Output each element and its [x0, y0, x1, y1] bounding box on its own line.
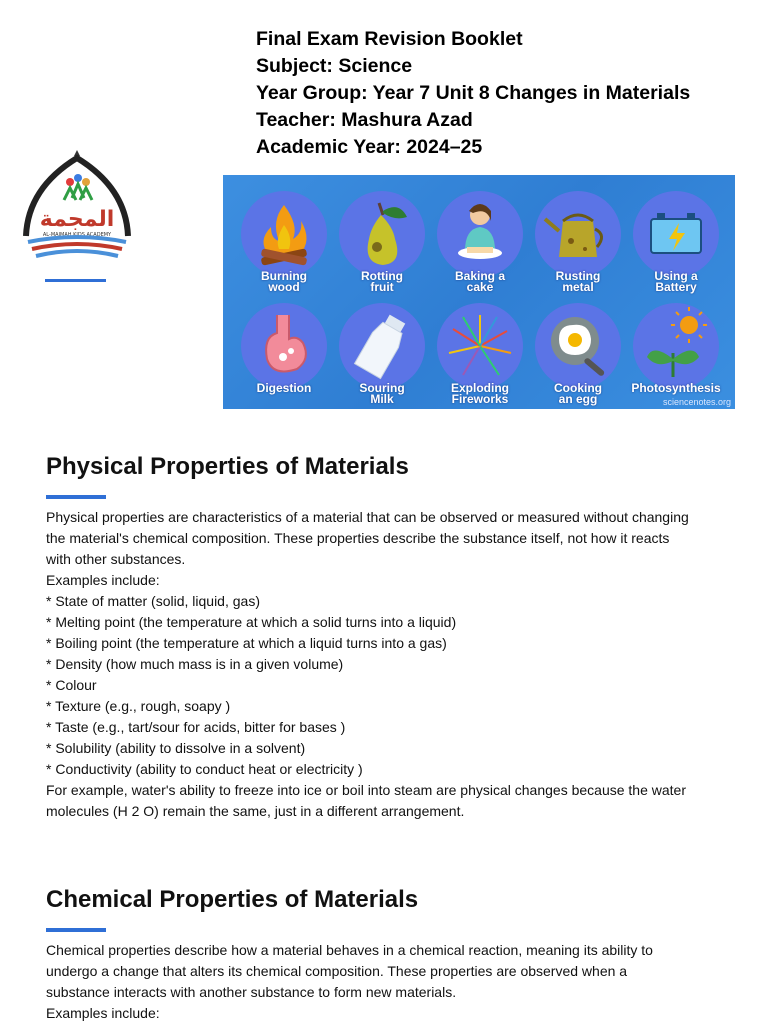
list-item: * Melting point (the temperature at which a solid turns into a liquid) — [46, 614, 457, 630]
text-line: with other substances. — [46, 551, 186, 567]
list-item: * Solubility (ability to dissolve in a solvent) — [46, 740, 306, 756]
chemical-heading-underline — [46, 928, 106, 932]
physical-properties-heading: Physical Properties of Materials — [46, 453, 409, 480]
kettle-icon — [535, 191, 621, 277]
list-item: * Texture (e.g., rough, soapy ) — [46, 698, 231, 714]
list-item: * Taste (e.g., tart/sour for acids, bitter for bases ) — [46, 719, 346, 735]
tile-label: Souring Milk — [359, 381, 405, 406]
tile-label: Baking a cake — [454, 269, 505, 294]
text-line: Physical properties are characteristics of a material that can be observed or measured without changing — [46, 509, 689, 525]
text-line: Chemical properties describe how a material behaves in a chemical reaction, meaning its ability to — [46, 942, 653, 958]
list-item: * Density (how much mass is in a given volume) — [46, 656, 344, 672]
chemical-changes-banner — [223, 175, 735, 409]
image-watermark: sciencenotes.org — [662, 397, 731, 407]
tile-label: Rotting fruit — [361, 269, 403, 294]
text-line: Examples include: — [46, 1005, 160, 1021]
tile-cooking-egg — [529, 293, 625, 409]
fire-icon — [241, 191, 327, 277]
text-line: molecules (H 2 O) remain the same, just in a different arrangement. — [46, 803, 465, 819]
plant-sun-icon — [633, 303, 719, 389]
frying-pan-icon — [535, 303, 621, 389]
text-line: undergo a change that alters its chemical composition. These properties are observed when a — [46, 963, 628, 979]
text-line: For example, water's ability to freeze into ice or boil into steam are physical changes because the water — [46, 782, 686, 798]
milk-bottle-icon — [339, 303, 425, 389]
stomach-icon — [241, 303, 327, 389]
tile-using-battery — [627, 181, 723, 297]
tile-label: Exploding Fireworks — [451, 381, 509, 406]
pear-icon — [339, 191, 425, 277]
subject-line: Subject: Science — [256, 55, 413, 77]
list-item: * Conductivity (ability to conduct heat or electricity ) — [46, 761, 363, 777]
tile-label: Cooking an egg — [554, 381, 602, 406]
booklet-title: Final Exam Revision Booklet — [256, 28, 523, 50]
chemical-properties-body — [46, 940, 736, 1024]
tile-label: Photosynthesis — [631, 381, 721, 395]
tile-exploding-fireworks — [431, 293, 527, 409]
logo-underline — [45, 279, 106, 282]
academic-year-line: Academic Year: 2024–25 — [256, 136, 483, 158]
list-item: * State of matter (solid, liquid, gas) — [46, 593, 260, 609]
school-logo — [18, 148, 136, 270]
year-group-line: Year Group: Year 7 Unit 8 Changes in Materials — [256, 82, 691, 104]
text-line: the material's chemical composition. These properties describe the substance itself, not how it reacts — [46, 530, 670, 546]
fireworks-icon — [437, 303, 523, 389]
tile-label: Burning wood — [261, 269, 307, 294]
tile-label: Using a Battery — [654, 269, 698, 294]
tile-digestion — [235, 293, 331, 409]
chemical-properties-heading: Chemical Properties of Materials — [46, 886, 419, 913]
list-item: * Colour — [46, 677, 97, 693]
tile-rotting-fruit — [333, 181, 429, 297]
teacher-line: Teacher: Mashura Azad — [256, 109, 473, 131]
text-line: Examples include: — [46, 572, 160, 588]
baker-icon — [437, 191, 523, 277]
tile-burning-wood — [235, 181, 331, 297]
battery-icon — [633, 191, 719, 277]
logo-academy-text: AL-MAJMAH KIDS ACADEMY — [42, 232, 112, 238]
tile-souring-milk — [333, 293, 429, 409]
tile-rusting-metal — [529, 181, 625, 297]
list-item: * Boiling point (the temperature at which a liquid turns into a gas) — [46, 635, 447, 651]
document-header — [256, 26, 690, 161]
tile-photosynthesis — [627, 293, 723, 409]
physical-heading-underline — [46, 495, 106, 499]
text-line: substance interacts with another substance to form new materials. — [46, 984, 457, 1000]
school-logo-icon — [18, 148, 136, 270]
tile-baking-cake — [431, 181, 527, 297]
physical-properties-body — [46, 507, 736, 822]
tile-label: Digestion — [256, 381, 312, 395]
tile-label: Rusting metal — [555, 269, 601, 294]
logo-arabic-text: المجمة — [39, 207, 115, 232]
